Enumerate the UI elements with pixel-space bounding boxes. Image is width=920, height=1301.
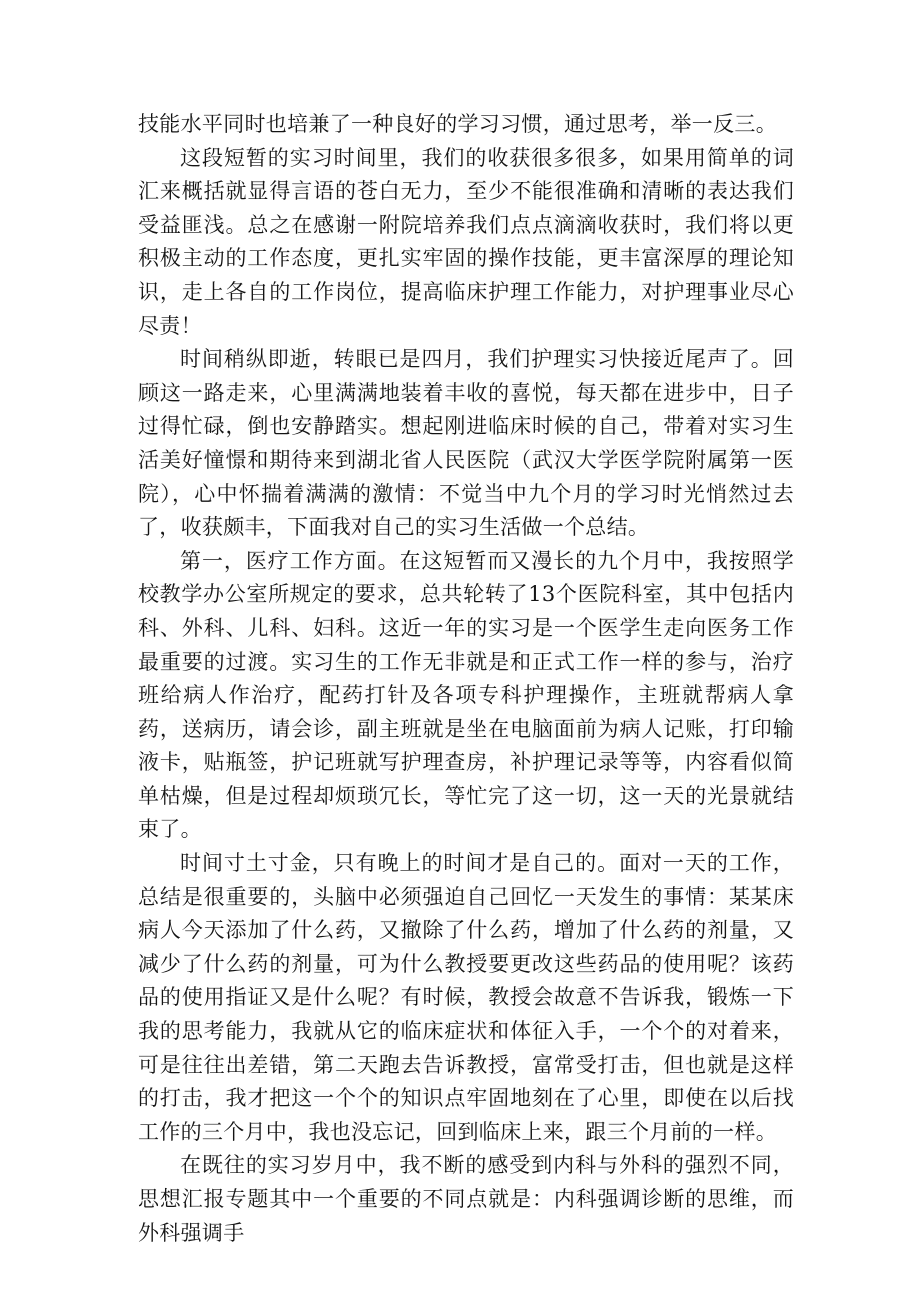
paragraph-continuation: 技能水平同时也培兼了一种良好的学习习惯，通过思考，举一反三。 <box>138 112 777 136</box>
paragraph-internship-gains: 这段短暂的实习时间里，我们的收获很多很多，如果用简单的词汇来概括就显得言语的苍白无力，至少不能很准确和清晰的表达我们受益匪浅。总之在感谢一附院培养我们点点滴滴收获时，我们将以更积极主动的工作态度，更扎实牢固的操作技能，更丰富深厚的理论知识，走上各自的工作岗位，提高临床护理工作能力，对护理事业尽心尽责！ <box>138 145 794 338</box>
document-page <box>138 108 794 1250</box>
paragraph-evening-review: 时间寸土寸金，只有晚上的时间才是自己的。面对一天的工作，总结是很重要的，头脑中必须强迫自己回忆一天发生的事情：某某床病人今天添加了什么药，又撤除了什么药，增加了什么药的剂量，又减少了什么药的剂量，可为什么教授要更改这些药品的使用呢？该药品的使用指证又是什么呢？有时候，教授会故意不告诉我，锻炼一下我的思考能力，我就从它的临床症状和体征入手，一个个的对着来，可是往往出差错，第二天跑去告诉教授，富常受打击，但也就是这样的打击，我才把这一个个的知识点牢固地刻在了心里，即使在以后找工作的三个月中，我也没忘记，回到临床上来，跟三个月前的一样。 <box>138 851 794 1144</box>
paragraph-medical-work: 第一，医疗工作方面。在这短暂而又漫长的九个月中，我按照学校教学办公室所规定的要求，总共轮转了13个医院科室，其中包括内科、外科、儿科、妇科。这近一年的实习是一个医学生走向医务工作最重要的过渡。实习生的工作无非就是和正式工作一样的参与，治疗班给病人作治疗，配药打针及各项专科护理操作，主班就帮病人拿药，送病历，请会诊，副主班就是坐在电脑面前为病人记账，打印输液卡，贴瓶签，护记班就写护理查房，补护理记录等等，内容看似简单枯燥，但是过程却烦琐冗长，等忙完了这一切，这一天的光景就结束了。 <box>138 548 794 842</box>
paragraph-time-passes: 时间稍纵即逝，转眼已是四月，我们护理实习快接近尾声了。回顾这一路走来，心里满满地装着丰收的喜悦，每天都在进步中，日子过得忙碌，倒也安静踏实。想起刚进临床时候的自己，带着对实习生活美好憧憬和期待来到湖北省人民医院（武汉大学医学院附属第一医院），心中怀揣着满满的激情：不觉当中九个月的学习时光悄然过去了，收获颇丰，下面我对自己的实习生活做一个总结。 <box>138 347 794 540</box>
paragraph-internal-vs-surgery: 在既往的实习岁月中，我不断的感受到内科与外科的强烈不同，思想汇报专题其中一个重要的不同点就是：内科强调诊断的思维，而外科强调手 <box>138 1153 794 1245</box>
